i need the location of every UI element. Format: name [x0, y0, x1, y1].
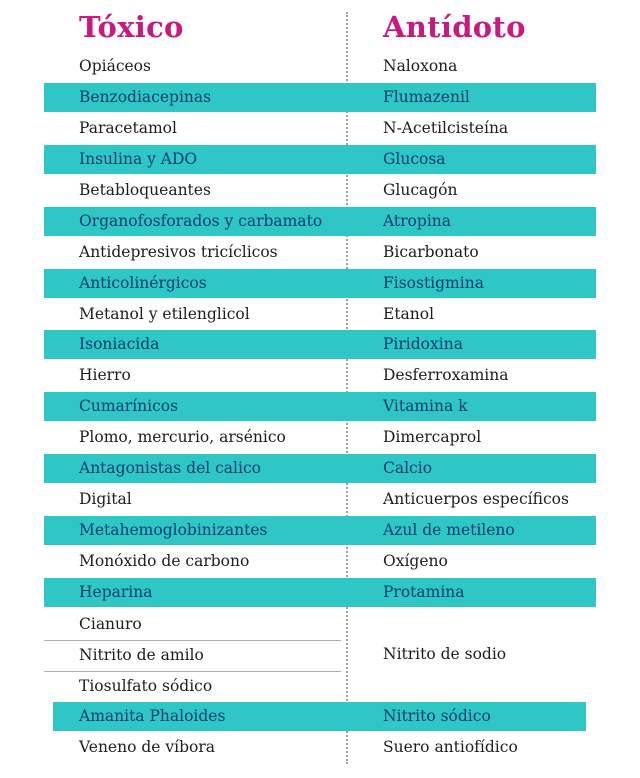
antidoto-cell: Suero antiofídico	[383, 737, 518, 756]
table-row	[0, 113, 640, 144]
antidoto-cell: Glucosa	[383, 149, 446, 168]
antidoto-cell: Naloxona	[383, 57, 458, 75]
row-separator	[44, 671, 341, 672]
grouped-row	[0, 608, 640, 701]
antidoto-cell: Nitrito de sodio	[383, 644, 507, 663]
toxico-cell: Monóxido de carbono	[79, 552, 250, 570]
table-row	[0, 546, 640, 577]
table-row	[0, 453, 640, 484]
table-row	[0, 237, 640, 268]
antidoto-cell: Bicarbonato	[383, 242, 479, 261]
toxico-cell: Nitrito de amilo	[79, 645, 204, 664]
antidoto-cell: Etanol	[383, 304, 435, 323]
antidoto-cell: Atropina	[383, 211, 451, 230]
table-row	[0, 577, 640, 608]
toxico-cell: Anticolinérgicos	[79, 273, 207, 292]
antidoto-cell: Glucagón	[383, 180, 458, 199]
antidote-table	[0, 51, 640, 763]
toxico-cell: Digital	[79, 490, 132, 509]
antidoto-cell: Oxígeno	[383, 552, 448, 570]
toxico-cell: Benzodiacepinas	[79, 87, 212, 106]
table-row	[0, 360, 640, 391]
antidoto-cell: Protamina	[383, 582, 465, 601]
toxico-cell: Opiáceos	[79, 57, 151, 75]
toxico-cell: Betabloqueantes	[79, 180, 211, 199]
antidoto-cell: Nitrito sódico	[383, 706, 491, 725]
antidoto-cell: Azul de metileno	[383, 521, 515, 540]
table-row	[0, 329, 640, 360]
table-row	[0, 422, 640, 453]
antidoto-cell: Desferroxamina	[383, 366, 509, 385]
toxico-cell: Paracetamol	[79, 118, 177, 137]
toxico-cell: Hierro	[79, 366, 131, 385]
toxico-cell: Cumarínicos	[79, 397, 179, 416]
toxico-cell: Isoniacida	[79, 335, 160, 354]
toxico-cell: Plomo, mercurio, arsénico	[79, 428, 286, 447]
table-row	[0, 732, 640, 763]
antidoto-header: Antídoto	[383, 10, 526, 44]
toxico-header: Tóxico	[79, 10, 184, 44]
toxico-cell: Organofosforados y carbamato	[79, 211, 323, 230]
table-row	[0, 82, 640, 113]
toxico-cell: Amanita Phaloides	[79, 706, 226, 725]
toxico-cell: Veneno de víbora	[79, 737, 215, 756]
table-row	[0, 175, 640, 206]
table-row	[0, 299, 640, 330]
toxico-cell: Cianuro	[79, 614, 142, 633]
antidoto-cell: Piridoxina	[383, 335, 463, 354]
table-row	[0, 51, 640, 82]
toxico-cell: Antidepresivos tricíclicos	[79, 242, 278, 261]
table-row	[0, 206, 640, 237]
antidoto-cell: Fisostigmina	[383, 273, 484, 292]
toxico-cell: Insulina y ADO	[79, 149, 198, 168]
row-separator	[44, 640, 341, 641]
antidoto-cell: Dimercaprol	[383, 428, 482, 447]
table-row	[0, 268, 640, 299]
toxico-cell: Antagonistas del calico	[79, 459, 261, 478]
table-row	[0, 515, 640, 546]
antidoto-cell: Anticuerpos específicos	[383, 490, 569, 509]
table-row	[0, 144, 640, 175]
antidoto-cell: Flumazenil	[383, 87, 470, 106]
toxico-cell: Metanol y etilenglicol	[79, 304, 250, 323]
antidoto-cell: N-Acetilcisteína	[383, 118, 509, 137]
table-row	[0, 391, 640, 422]
antidoto-cell: Vitamina k	[383, 397, 468, 416]
antidoto-cell: Calcio	[383, 459, 433, 478]
toxico-cell: Metahemoglobinizantes	[79, 521, 268, 540]
table-row	[0, 701, 640, 732]
toxico-cell: Tiosulfato sódico	[79, 676, 213, 695]
toxico-cell: Heparina	[79, 582, 153, 601]
table-row	[0, 484, 640, 515]
